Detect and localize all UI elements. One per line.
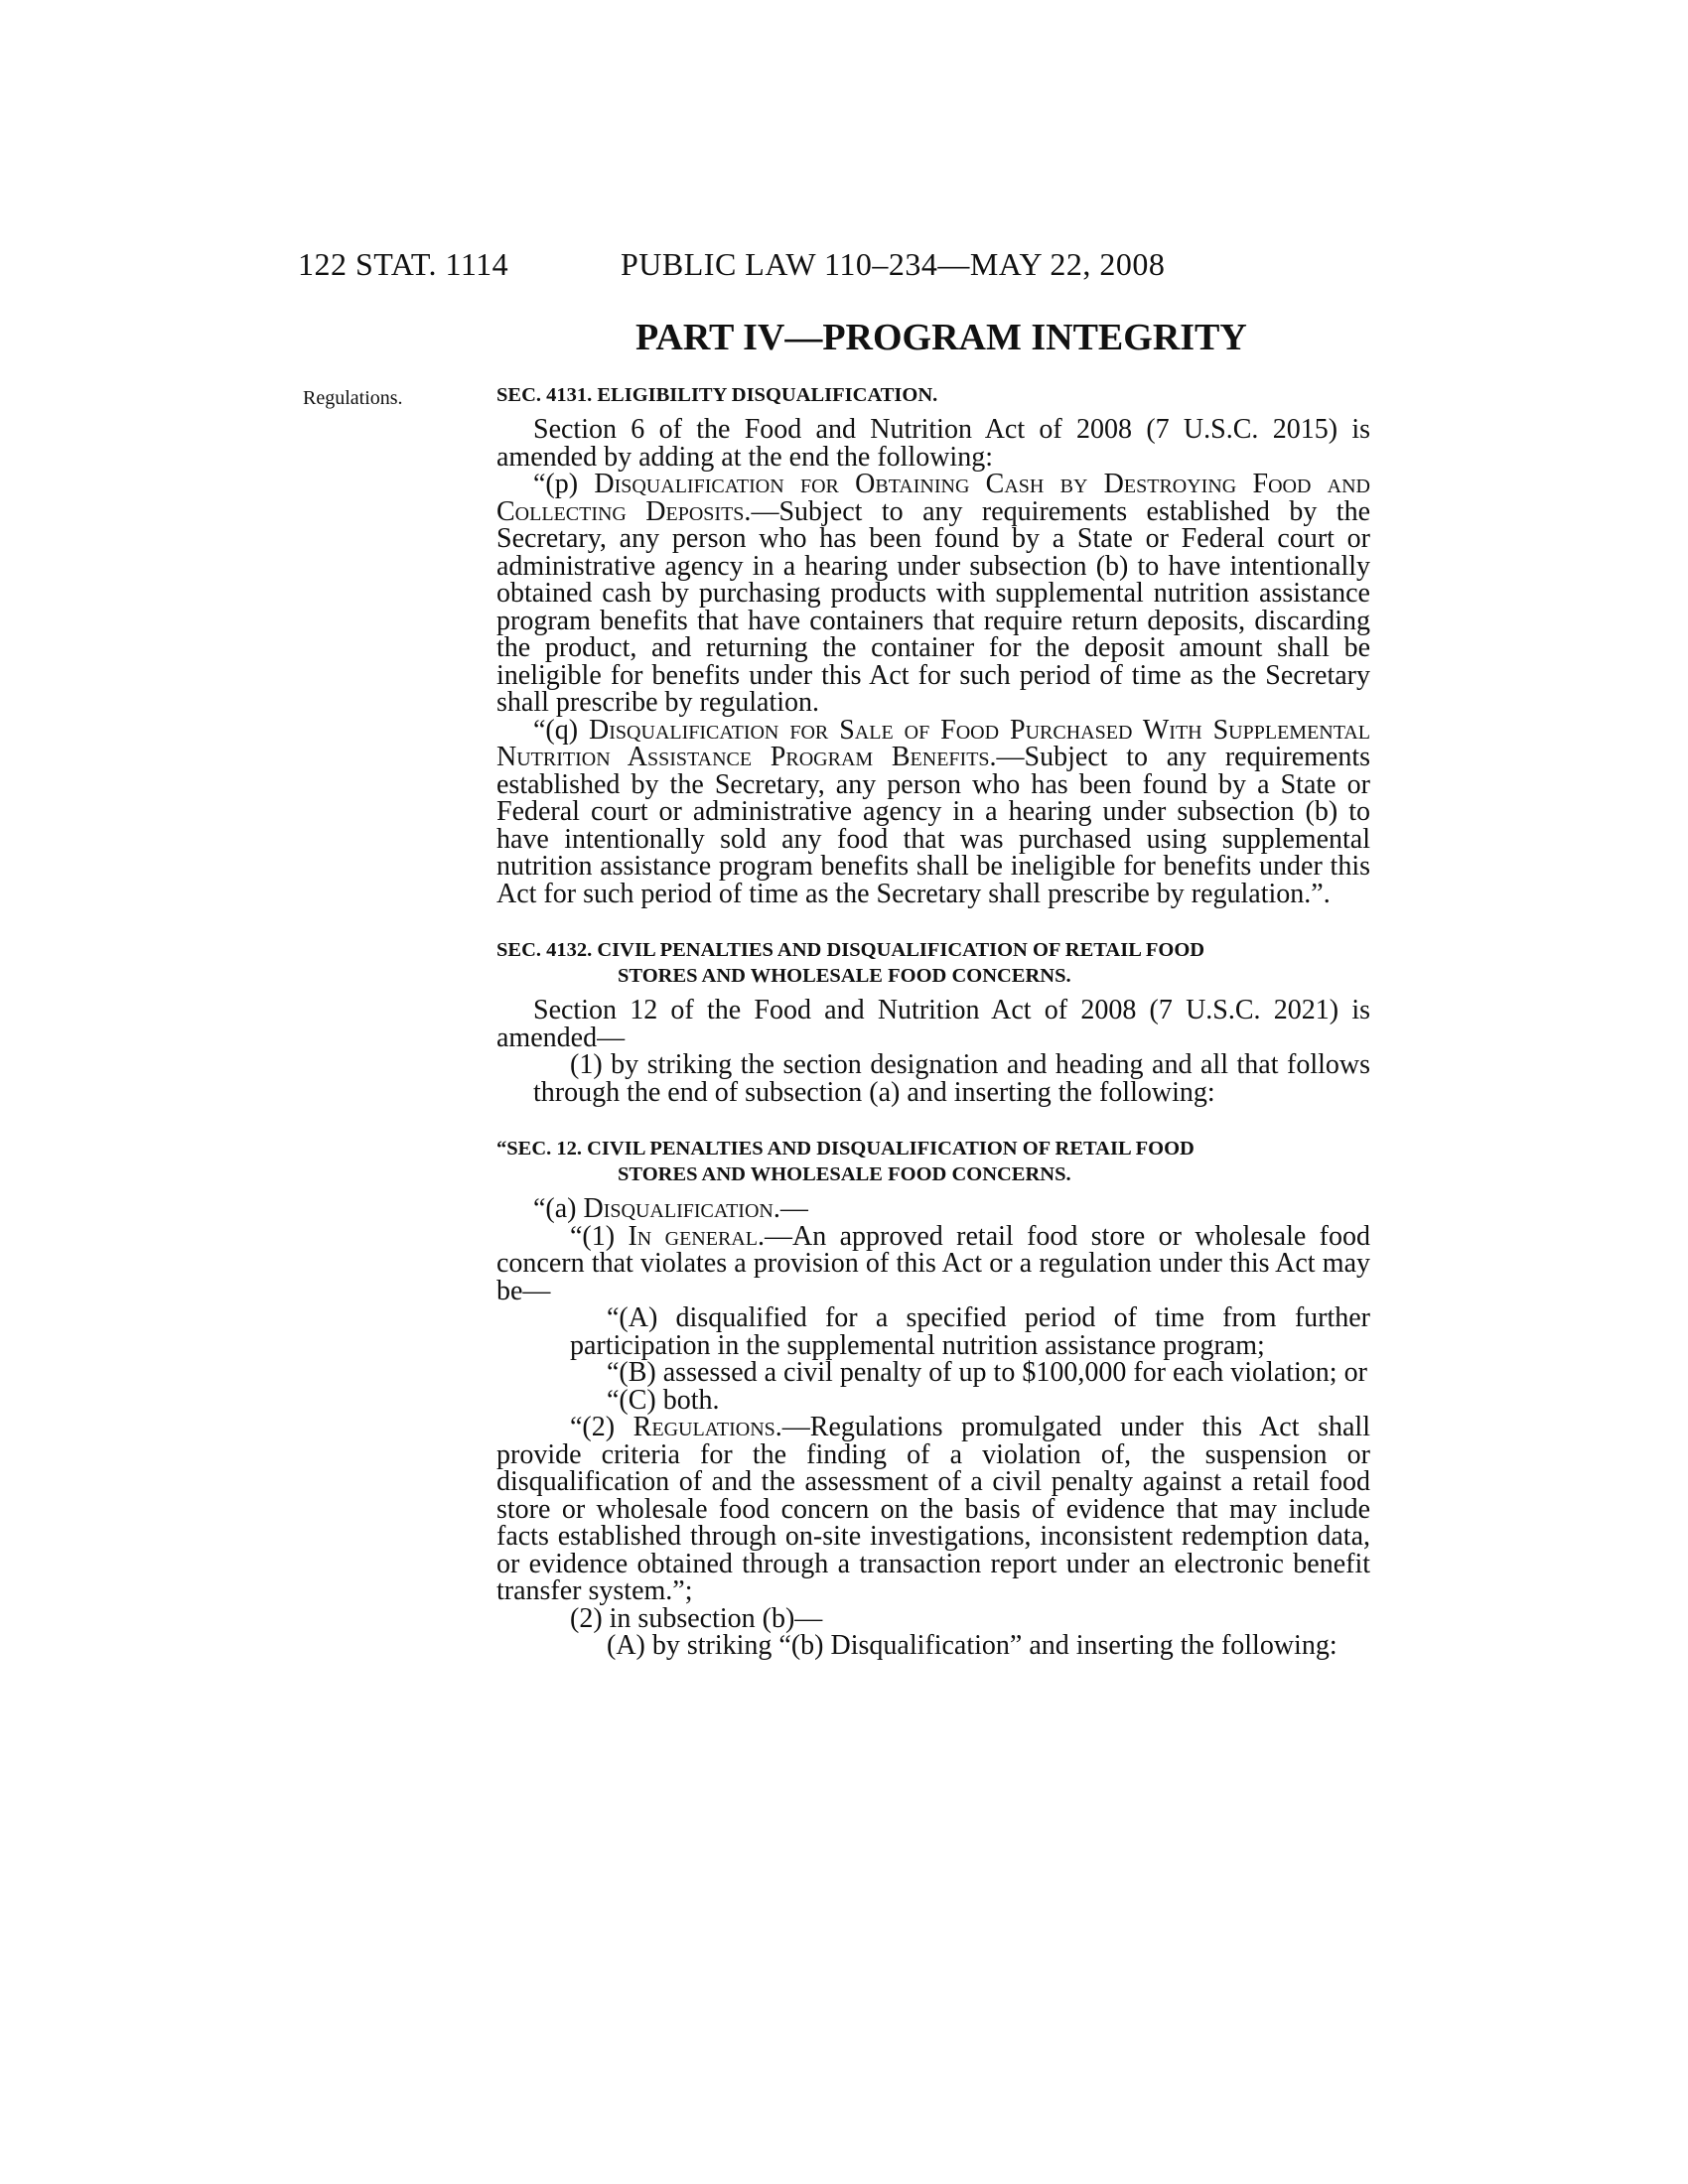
subsection-q xyxy=(496,714,1371,909)
paragraph-a2-heading: Regulations. xyxy=(633,1412,782,1442)
subsection-a xyxy=(496,1195,1370,1223)
section-4132-intro: Section 12 of the Food and Nutrition Act of 2008 (7 U.S.C. 2021) is amended— xyxy=(496,995,1370,1053)
clause-C: “(C) both. xyxy=(607,1384,720,1416)
clause-A: “(A) disqualified for a specified period of time from further participation in the supplemental nutrition assistance program; xyxy=(570,1302,1370,1361)
amendment-item-2: (2) in subsection (b)— xyxy=(570,1602,823,1634)
margin-note: Regulations. xyxy=(303,387,403,409)
subsection-q-heading: Disqualification for Sale of Food Purchased With Supplemental Nutrition Assistance Program Benefits. xyxy=(496,714,1370,772)
clause-B: “(B) assessed a civil penalty of up to $100,000 for each violation; or xyxy=(607,1357,1367,1388)
paragraph-a1-prefix: “(1) xyxy=(570,1220,629,1252)
law-title: PUBLIC LAW 110–234—MAY 22, 2008 xyxy=(621,246,1166,282)
document-body xyxy=(496,382,1370,1660)
section-4132-heading-line2: STORES AND WHOLESALE FOOD CONCERNS. xyxy=(618,965,1071,987)
subsection-a-heading: Disqualification. xyxy=(583,1193,780,1224)
paragraph-a1 xyxy=(496,1220,1371,1306)
part-title: PART IV—PROGRAM INTEGRITY xyxy=(635,317,1247,358)
amendment-item-1: (1) by striking the section designation and heading and all that follows through the end of subsection (a) and inserting the following: xyxy=(533,1049,1370,1108)
amendment-item-2A: (A) by striking “(b) Disqualification” and inserting the following: xyxy=(607,1630,1337,1661)
stat-citation: 122 STAT. 1114 xyxy=(298,246,509,282)
subsection-p-prefix: “(p) xyxy=(533,469,595,499)
section-4131-intro: Section 6 of the Food and Nutrition Act of 2008 (7 U.S.C. 2015) is amended by adding at the end the following: xyxy=(496,414,1370,473)
subsection-p-heading: Disqualification for Obtaining Cash by Destroying Food and Collecting Deposits. xyxy=(496,469,1370,527)
section-4132-heading xyxy=(496,937,1370,989)
paragraph-a1-heading: In general. xyxy=(628,1220,765,1252)
section-12-heading-line2: STORES AND WHOLESALE FOOD CONCERNS. xyxy=(618,1163,1071,1185)
section-4131-heading: SEC. 4131. ELIGIBILITY DISQUALIFICATION. xyxy=(496,384,938,406)
paragraph-a2-prefix: “(2) xyxy=(570,1412,633,1442)
subsection-a-suffix: — xyxy=(779,1193,808,1224)
section-12-heading xyxy=(496,1136,1370,1187)
subsection-q-text: —Subject to any requirements established by the Secretary, any person who has been found by a State or Federal court or administrative agency in a hearing under subsection (b) to have intentionally sold any food that was purchased using supplemental nutrition assistance program benefits shall be ineligible for benefits under this Act for such period of time as the Secretary shall prescribe by regulation.”. xyxy=(496,742,1371,909)
subsection-q-prefix: “(q) xyxy=(533,714,590,746)
subsection-a-prefix: “(a) xyxy=(533,1193,584,1224)
subsection-p xyxy=(496,471,1370,717)
paragraph-a2-text: —Regulations promulgated under this Act shall provide criteria for the finding of a violation of, the suspension or disqualification of and the assessment of a civil penalty against a retail food store or wholesale food concern on the basis of evidence that may include facts established through on-site investigations, inconsistent redemption data, or evidence obtained through a transaction report under an electronic benefit transfer system.”; xyxy=(496,1412,1370,1606)
paragraph-a2 xyxy=(496,1414,1370,1605)
subsection-p-text: —Subject to any requirements established by the Secretary, any person who has been found by a State or Federal court or administrative agency in a hearing under subsection (b) to have intentionally obtained cash by purchasing products with supplemental nutrition assistance program benefits that have containers that require return deposits, discarding the product, and returning the container for the deposit amount shall be ineligible for benefits under this Act for such period of time as the Secretary shall prescribe by regulation. xyxy=(496,495,1371,718)
section-4132-heading-line1: SEC. 4132. CIVIL PENALTIES AND DISQUALIFICATION OF RETAIL FOOD xyxy=(496,939,1205,961)
paragraph-a1-text: —An approved retail food store or wholesale food concern that violates a provision of this Act or a regulation under this Act may be— xyxy=(496,1220,1371,1306)
section-12-heading-line1: “SEC. 12. CIVIL PENALTIES AND DISQUALIFICATION OF RETAIL FOOD xyxy=(496,1138,1195,1160)
